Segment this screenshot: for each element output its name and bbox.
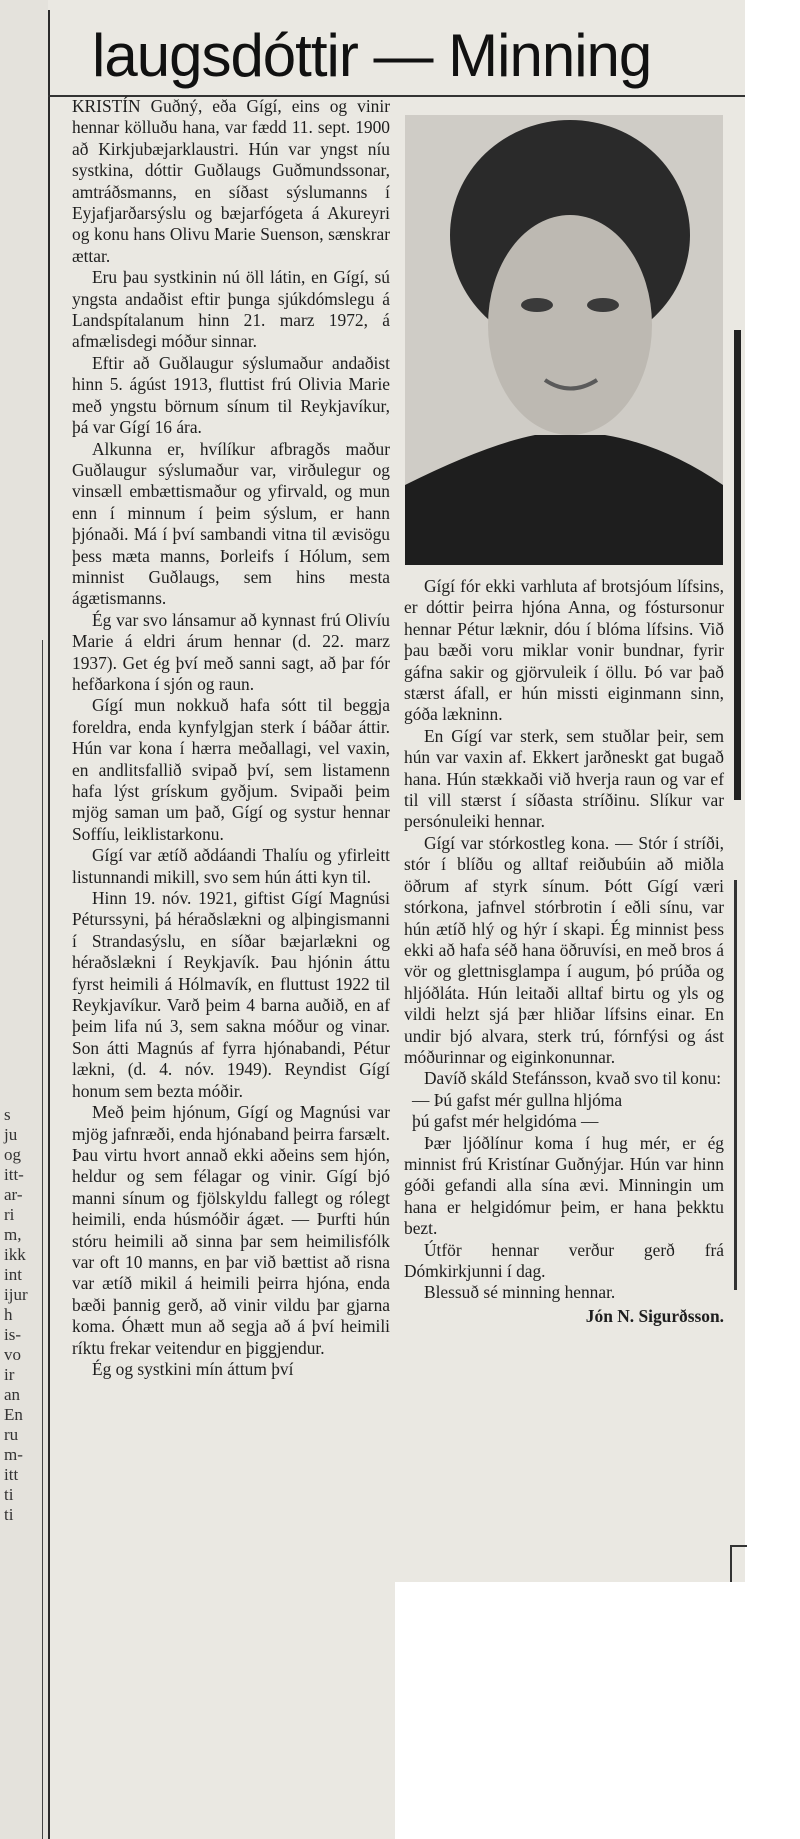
paragraph: Gígí mun nokkuð hafa sótt til beggja foreldra, enda kynfylgjan sterk í báðar áttir. Hún var kona í hærra meðallagi, vel vaxin, en andlitsfallið svipað því, sem listamenn hafa lýst grískum gyðjum. Svipaði þeim mjög saman um það, Gígí og systur hennar Soffíu, leiklistarkonu. [72,695,390,844]
adjacent-column-fragments: s ju og itt- ar- ri m, ikk int ijur h is- vo ir an En ru m- itt ti ti [4,1105,28,1524]
portrait-photo [405,115,723,565]
blank-area [395,1582,800,1839]
article-column-left [72,96,390,1380]
paragraph: Gígí var stórkostleg kona. — Stór í stríði, stór í blíðu og alltaf reiðubúin að miðla öðrum af styrk sínum. Þótt Gígí væri stórkona, jafnvel stórbrotin í eðli sínu, var hún ætíð hlý og hýr í skapi. Ég minnist þess ekki að hafa séð hana öðruvísi, en með bros á vör og glettnisglampa í augum, þó prúða og hljóðláta. Hún leitaði alltaf birtu og yls og vildi helzt sjá þær hliðar lífsins einar. En undir bjó alvara, sterk trú, fórnfýsi og ást móðurinnar og eiginkonunnar. [404,832,724,1067]
right-column-rule-lower [734,880,737,1290]
paragraph: Hinn 19. nóv. 1921, giftist Gígí Magnúsi Péturssyni, þá héraðslækni og alþingismanni í Strandasýslu, en síðar bæjarlækni og héraðslækni í Reykjavík. Þau hjónin áttu fyrst heimili á Hólmavík, en fluttust 1922 til Reykjavíkur. Varð þeim 4 barna auðið, en af þeim lifa nú 3, sem sakna móður og vinar. Son átti Magnús af fyrra hjónabandi, Pétur lækni, (d. 4. nóv. 1949). Reyndist Gígí honum sem bezta móðir. [72,888,390,1101]
verse-line: — Þú gafst mér gullna hljóma [412,1089,623,1110]
paragraph: KRISTÍN Guðný, eða Gígí, eins og vinir hennar kölluðu hana, var fædd 11. sept. 1900 að Kirkjubæjarklaustri. Hún var yngst níu systkina, dóttir Guðlaugs Guðmundssonar, amtráðsmanns, en síðast sýslumanns í Eyjafjarðarsýslu og bæjarfógeta á Akureyri og konu hans Olivu Marie Suenson, sænskrar ættar. [72,96,390,266]
paragraph: Útför hennar verður gerð frá Dómkirkjunni í dag. [404,1239,724,1281]
adjacent-column-strip [0,0,48,1839]
paragraph: Eftir að Guðlaugur sýslumaður andaðist hinn 5. ágúst 1913, fluttist frú Olivia Marie með yngstu börnum sínum til Reykjavíkur, þá var Gígí 16 ára. [72,352,390,438]
paragraph: Þær ljóðlínur koma í hug mér, er ég minnist frú Kristínar Guðnýjar. Hún var hinn góði gefandi alla sína ævi. Minningin um hana er helgidómur þeim, er hana þekktu bezt. [404,1132,724,1239]
column-rule [48,10,50,1839]
paragraph: En Gígí var sterk, sem stuðlar þeir, sem hún var vaxin af. Ekkert jarðneskt gat bugað hana. Hún stækkaði við hverja raun og var ef til vill stærst í síðasta stríðinu. Slíkur var persónuleiki hennar. [404,725,724,832]
paragraph: Gígí fór ekki varhluta af brotsjóum lífsins, er dóttir þeirra hjóna Anna, og fóstursonur hennar Pétur læknir, dóu í blóma lífsins. Við þau bæði voru miklar vonir bundnar, fyrir gáfna sakir og gjörvuleik í öllu. Þó var það stærst áfall, er hún missti eiginmann sinn, góða lækninn. [404,576,724,725]
paragraph: Eru þau systkinin nú öll látin, en Gígí, sú yngsta andaðist eftir þunga sjúkdómslegu á Landspítalanum hinn 21. marz 1972, á afmælisdegi móður sinnar. [72,267,390,352]
paragraph: Alkunna er, hvílíkur afbragðs maður Guðlaugur sýslumaður var, virðulegur og vinsæll embættismaður og yfirvald, og mun enn í minnum í þeim sýslum, er hann þjónaði. Má í því sambandi vitna til ævisögu þess mæta manns, Þorleifs í Hólum, sem minnist Guðlaugs, sem hins mesta ágætismanns. [72,438,390,609]
paragraph: Davíð skáld Stefánsson, kvað svo til konu: [424,1068,722,1089]
verse-line: þú gafst mér helgidóma — [412,1111,599,1132]
paragraph: Blessuð sé minning hennar. [424,1282,616,1303]
paragraph: Gígí var ætíð aðdáandi Thalíu og yfirleitt listunnandi mikill, svo sem hún átti kyn til. [72,845,390,887]
right-column-rule [734,330,741,800]
paragraph: Ég var svo lánsamur að kynnast frú Olivíu Marie á eldri árum hennar (d. 22. marz 1937). Get ég því með sanni sagt, að þar fór hefðarkona í sjón og raun. [72,609,390,694]
corner-rule [730,1545,747,1584]
headline: laugsdóttir — Minning [92,22,652,89]
article-column-right [404,576,724,1327]
column-rule-lower [42,640,43,1839]
signature: Jón N. Sigurðsson. [585,1305,724,1326]
paragraph: Með þeim hjónum, Gígí og Magnúsi var mjög jafnræði, enda hjónaband þeirra farsælt. Þau virtu hvort annað ekki aðeins sem hjón, heldur og sem félagar og vinir. Gígí bjó manni sínum og fjölskyldu fallegt og rólegt heimili, enda húsmóðir ágæt. — Þurfti hún stóru heimili að sinna þar sem heimilisfólk var oft 10 manns, en þar við bættist að risna var ætíð mikil á heimili þeirra hjóna, enda bæði þannig gerð, að vinir vildu þar gjarna koma. Óhætt mun að segja að á því heimili ríktu frekar veitendur en þiggjendur. [72,1102,390,1358]
paragraph: Ég og systkini mín áttum því [92,1358,294,1379]
